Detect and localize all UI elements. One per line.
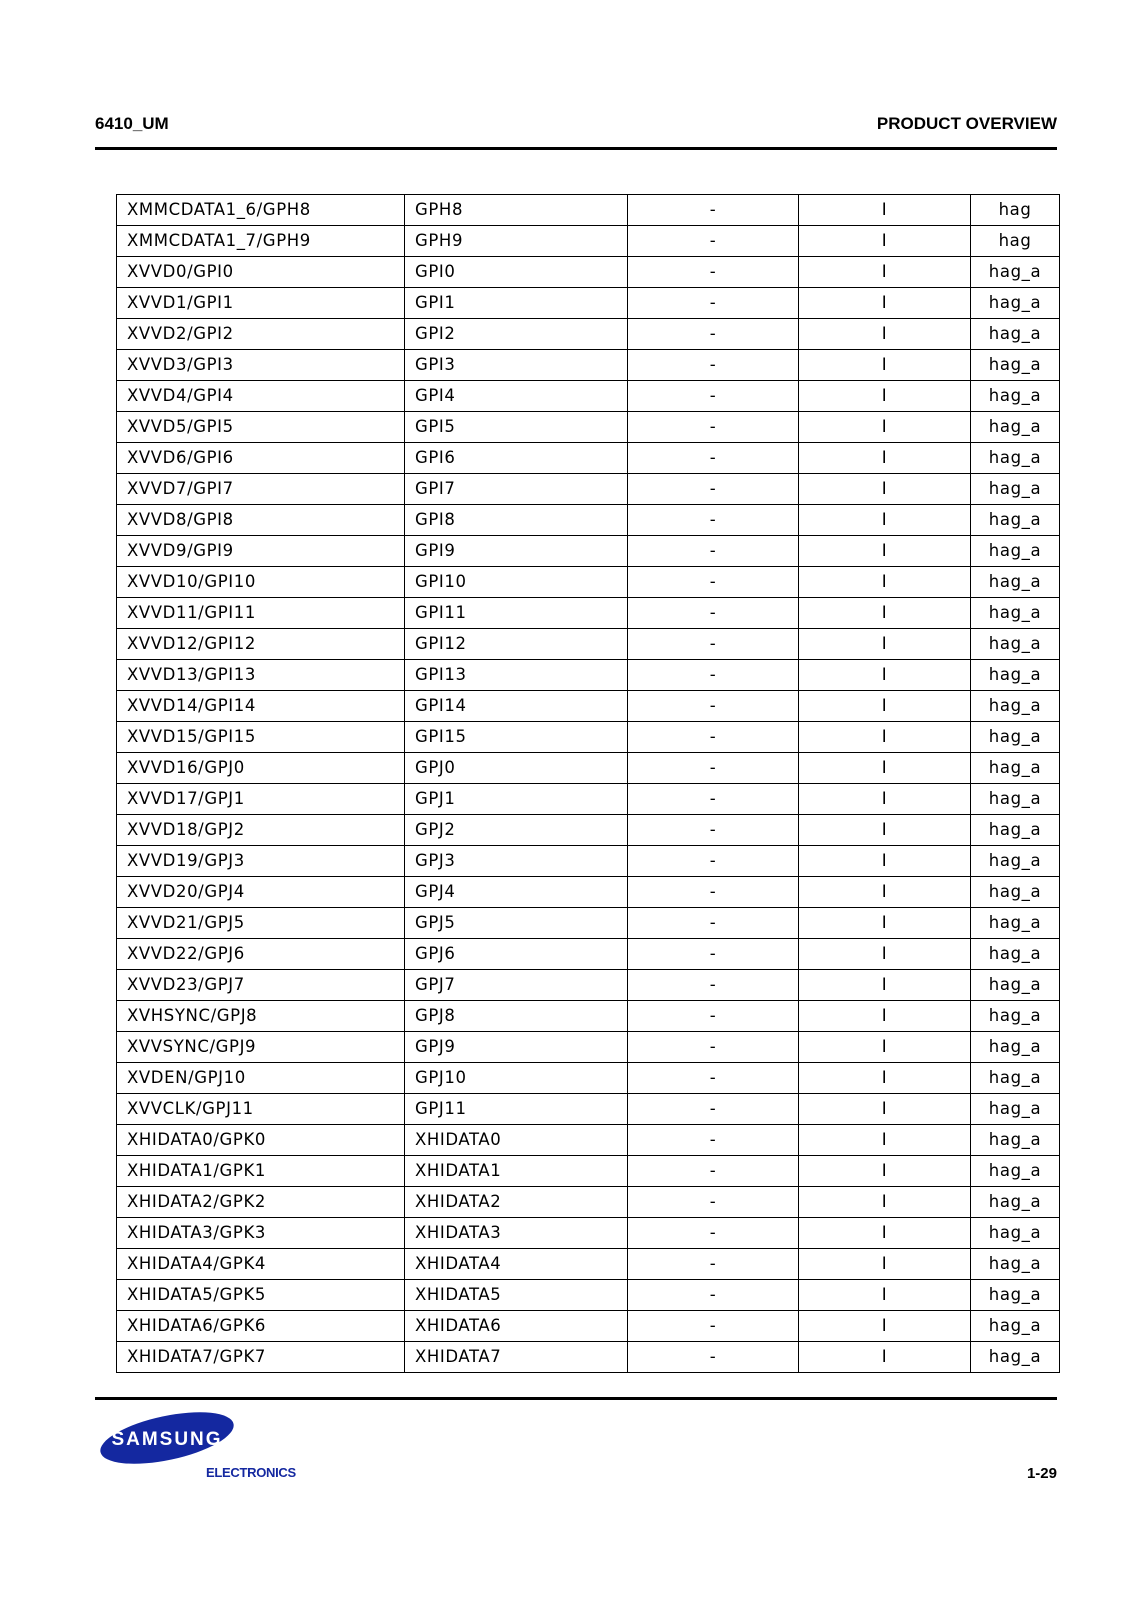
table-row — [117, 660, 1060, 691]
table-row — [117, 691, 1060, 722]
default-function-cell: GPI14 — [405, 691, 628, 722]
section-title: PRODUCT OVERVIEW — [876, 114, 1057, 133]
pad-type-cell: hag_a — [971, 1001, 1060, 1032]
table-row — [117, 1125, 1060, 1156]
io-type-cell: - — [628, 939, 799, 970]
pin-name-cell: XHIDATA2/GPK2 — [117, 1187, 405, 1218]
pad-type-cell: hag_a — [971, 939, 1060, 970]
io-type-cell: - — [628, 877, 799, 908]
reset-state-cell: I — [799, 1218, 971, 1249]
io-type-cell: - — [628, 1311, 799, 1342]
table-row — [117, 1311, 1060, 1342]
reset-state-cell: I — [799, 381, 971, 412]
reset-state-cell: I — [799, 660, 971, 691]
default-function-cell: GPJ9 — [405, 1032, 628, 1063]
default-function-cell: XHIDATA7 — [405, 1342, 628, 1373]
table-row — [117, 629, 1060, 660]
io-type-cell: - — [628, 691, 799, 722]
pin-name-cell: XVVD3/GPI3 — [117, 350, 405, 381]
table-row — [117, 784, 1060, 815]
default-function-cell: GPI6 — [405, 443, 628, 474]
table-row — [117, 1032, 1060, 1063]
reset-state-cell: I — [799, 1280, 971, 1311]
table-row — [117, 1063, 1060, 1094]
table-row — [117, 722, 1060, 753]
pad-type-cell: hag_a — [971, 1249, 1060, 1280]
default-function-cell: GPI13 — [405, 660, 628, 691]
reset-state-cell: I — [799, 722, 971, 753]
default-function-cell: XHIDATA4 — [405, 1249, 628, 1280]
default-function-cell: GPI3 — [405, 350, 628, 381]
pad-type-cell: hag_a — [971, 257, 1060, 288]
pin-name-cell: XVVD7/GPI7 — [117, 474, 405, 505]
pad-type-cell: hag_a — [971, 319, 1060, 350]
io-type-cell: - — [628, 505, 799, 536]
io-type-cell: - — [628, 536, 799, 567]
default-function-cell: GPI5 — [405, 412, 628, 443]
table-row — [117, 1342, 1060, 1373]
pin-name-cell: XVVD12/GPI12 — [117, 629, 405, 660]
pin-name-cell: XMMCDATA1_6/GPH8 — [117, 195, 405, 226]
table-row — [117, 1156, 1060, 1187]
default-function-cell: GPI12 — [405, 629, 628, 660]
default-function-cell: GPJ2 — [405, 815, 628, 846]
default-function-cell: GPJ5 — [405, 908, 628, 939]
io-type-cell: - — [628, 474, 799, 505]
pad-type-cell: hag_a — [971, 970, 1060, 1001]
table-row — [117, 1187, 1060, 1218]
table-row — [117, 1249, 1060, 1280]
pad-type-cell: hag_a — [971, 722, 1060, 753]
pad-type-cell: hag_a — [971, 691, 1060, 722]
header-divider — [95, 147, 1057, 150]
pad-type-cell: hag_a — [971, 1094, 1060, 1125]
pin-name-cell: XVVD1/GPI1 — [117, 288, 405, 319]
default-function-cell: GPJ4 — [405, 877, 628, 908]
table-row — [117, 505, 1060, 536]
io-type-cell: - — [628, 1280, 799, 1311]
default-function-cell: GPJ8 — [405, 1001, 628, 1032]
io-type-cell: - — [628, 1125, 799, 1156]
io-type-cell: - — [628, 1187, 799, 1218]
table-row — [117, 877, 1060, 908]
pin-name-cell: XVVD14/GPI14 — [117, 691, 405, 722]
pin-name-cell: XVVD17/GPJ1 — [117, 784, 405, 815]
reset-state-cell: I — [799, 195, 971, 226]
io-type-cell: - — [628, 753, 799, 784]
pin-name-cell: XVVD8/GPI8 — [117, 505, 405, 536]
pad-type-cell: hag_a — [971, 815, 1060, 846]
reset-state-cell: I — [799, 1001, 971, 1032]
pad-type-cell: hag_a — [971, 1311, 1060, 1342]
pad-type-cell: hag_a — [971, 846, 1060, 877]
reset-state-cell: I — [799, 443, 971, 474]
samsung-logo-text: SAMSUNG — [111, 1429, 223, 1450]
pin-name-cell: XHIDATA4/GPK4 — [117, 1249, 405, 1280]
io-type-cell: - — [628, 1156, 799, 1187]
reset-state-cell: I — [799, 970, 971, 1001]
io-type-cell: - — [628, 815, 799, 846]
table-row — [117, 598, 1060, 629]
default-function-cell: GPI15 — [405, 722, 628, 753]
pin-name-cell: XVVD21/GPJ5 — [117, 908, 405, 939]
pin-name-cell: XVVD22/GPJ6 — [117, 939, 405, 970]
reset-state-cell: I — [799, 691, 971, 722]
pin-name-cell: XVVD0/GPI0 — [117, 257, 405, 288]
reset-state-cell: I — [799, 536, 971, 567]
table-row — [117, 1001, 1060, 1032]
table-row — [117, 939, 1060, 970]
default-function-cell: GPI1 — [405, 288, 628, 319]
pad-type-cell: hag_a — [971, 1032, 1060, 1063]
pin-name-cell: XVVD20/GPJ4 — [117, 877, 405, 908]
table-row — [117, 195, 1060, 226]
io-type-cell: - — [628, 784, 799, 815]
table-row — [117, 288, 1060, 319]
reset-state-cell: I — [799, 1032, 971, 1063]
pin-name-cell: XVVCLK/GPJ11 — [117, 1094, 405, 1125]
default-function-cell: XHIDATA1 — [405, 1156, 628, 1187]
document-id: 6410_UM — [95, 114, 169, 133]
pin-name-cell: XVVD16/GPJ0 — [117, 753, 405, 784]
io-type-cell: - — [628, 226, 799, 257]
io-type-cell: - — [628, 1001, 799, 1032]
pad-type-cell: hag_a — [971, 660, 1060, 691]
io-type-cell: - — [628, 319, 799, 350]
table-row — [117, 567, 1060, 598]
pin-name-cell: XHIDATA1/GPK1 — [117, 1156, 405, 1187]
pin-name-cell: XHIDATA3/GPK3 — [117, 1218, 405, 1249]
pin-name-cell: XVHSYNC/GPJ8 — [117, 1001, 405, 1032]
default-function-cell: XHIDATA5 — [405, 1280, 628, 1311]
reset-state-cell: I — [799, 908, 971, 939]
pin-name-cell: XHIDATA7/GPK7 — [117, 1342, 405, 1373]
reset-state-cell: I — [799, 629, 971, 660]
page-number: 1-29 — [1026, 1465, 1057, 1482]
footer-divider — [95, 1397, 1057, 1400]
io-type-cell: - — [628, 412, 799, 443]
reset-state-cell: I — [799, 1311, 971, 1342]
pin-name-cell: XHIDATA5/GPK5 — [117, 1280, 405, 1311]
pin-name-cell: XVVSYNC/GPJ9 — [117, 1032, 405, 1063]
samsung-logo — [97, 1410, 237, 1466]
reset-state-cell: I — [799, 877, 971, 908]
io-type-cell: - — [628, 288, 799, 319]
pad-type-cell: hag_a — [971, 1125, 1060, 1156]
pin-name-cell: XVDEN/GPJ10 — [117, 1063, 405, 1094]
pin-name-cell: XHIDATA6/GPK6 — [117, 1311, 405, 1342]
table-row — [117, 474, 1060, 505]
pad-type-cell: hag_a — [971, 1218, 1060, 1249]
pad-type-cell: hag_a — [971, 877, 1060, 908]
pad-type-cell: hag_a — [971, 1342, 1060, 1373]
reset-state-cell: I — [799, 412, 971, 443]
pad-type-cell: hag_a — [971, 908, 1060, 939]
table-row — [117, 970, 1060, 1001]
default-function-cell: XHIDATA3 — [405, 1218, 628, 1249]
io-type-cell: - — [628, 1218, 799, 1249]
default-function-cell: GPI0 — [405, 257, 628, 288]
pad-type-cell: hag_a — [971, 474, 1060, 505]
io-type-cell: - — [628, 660, 799, 691]
reset-state-cell: I — [799, 846, 971, 877]
pad-type-cell: hag — [971, 226, 1060, 257]
pad-type-cell: hag_a — [971, 1063, 1060, 1094]
io-type-cell: - — [628, 970, 799, 1001]
table-row — [117, 536, 1060, 567]
io-type-cell: - — [628, 257, 799, 288]
reset-state-cell: I — [799, 753, 971, 784]
reset-state-cell: I — [799, 505, 971, 536]
pin-table — [116, 194, 1060, 1373]
pad-type-cell: hag_a — [971, 505, 1060, 536]
reset-state-cell: I — [799, 1094, 971, 1125]
reset-state-cell: I — [799, 1342, 971, 1373]
pin-name-cell: XVVD13/GPI13 — [117, 660, 405, 691]
pin-name-cell: XVVD23/GPJ7 — [117, 970, 405, 1001]
pad-type-cell: hag_a — [971, 350, 1060, 381]
pad-type-cell: hag_a — [971, 443, 1060, 474]
table-row — [117, 908, 1060, 939]
reset-state-cell: I — [799, 350, 971, 381]
default-function-cell: GPJ11 — [405, 1094, 628, 1125]
table-row — [117, 319, 1060, 350]
reset-state-cell: I — [799, 1063, 971, 1094]
io-type-cell: - — [628, 1094, 799, 1125]
pad-type-cell: hag_a — [971, 784, 1060, 815]
reset-state-cell: I — [799, 474, 971, 505]
pin-name-cell: XHIDATA0/GPK0 — [117, 1125, 405, 1156]
pad-type-cell: hag_a — [971, 753, 1060, 784]
pad-type-cell: hag — [971, 195, 1060, 226]
default-function-cell: GPI9 — [405, 536, 628, 567]
io-type-cell: - — [628, 629, 799, 660]
io-type-cell: - — [628, 846, 799, 877]
table-row — [117, 257, 1060, 288]
pad-type-cell: hag_a — [971, 598, 1060, 629]
pin-name-cell: XVVD2/GPI2 — [117, 319, 405, 350]
table-row — [117, 1218, 1060, 1249]
table-row — [117, 226, 1060, 257]
table-row — [117, 350, 1060, 381]
io-type-cell: - — [628, 1063, 799, 1094]
default-function-cell: GPI4 — [405, 381, 628, 412]
reset-state-cell: I — [799, 1125, 971, 1156]
pad-type-cell: hag_a — [971, 629, 1060, 660]
io-type-cell: - — [628, 722, 799, 753]
default-function-cell: GPJ10 — [405, 1063, 628, 1094]
table-row — [117, 381, 1060, 412]
pin-table-body — [117, 195, 1060, 1373]
io-type-cell: - — [628, 598, 799, 629]
io-type-cell: - — [628, 567, 799, 598]
reset-state-cell: I — [799, 939, 971, 970]
pad-type-cell: hag_a — [971, 412, 1060, 443]
default-function-cell: GPJ6 — [405, 939, 628, 970]
pin-name-cell: XVVD6/GPI6 — [117, 443, 405, 474]
table-row — [117, 1280, 1060, 1311]
default-function-cell: XHIDATA0 — [405, 1125, 628, 1156]
io-type-cell: - — [628, 1032, 799, 1063]
io-type-cell: - — [628, 381, 799, 412]
pad-type-cell: hag_a — [971, 536, 1060, 567]
reset-state-cell: I — [799, 1249, 971, 1280]
reset-state-cell: I — [799, 319, 971, 350]
io-type-cell: - — [628, 350, 799, 381]
default-function-cell: GPJ1 — [405, 784, 628, 815]
default-function-cell: GPI2 — [405, 319, 628, 350]
pin-name-cell: XVVD5/GPI5 — [117, 412, 405, 443]
default-function-cell: GPJ3 — [405, 846, 628, 877]
electronics-label: ELECTRONICS — [206, 1465, 296, 1480]
page-header — [95, 114, 1057, 144]
default-function-cell: GPI10 — [405, 567, 628, 598]
reset-state-cell: I — [799, 1187, 971, 1218]
pin-name-cell: XVVD9/GPI9 — [117, 536, 405, 567]
pin-name-cell: XMMCDATA1_7/GPH9 — [117, 226, 405, 257]
io-type-cell: - — [628, 443, 799, 474]
default-function-cell: GPJ0 — [405, 753, 628, 784]
default-function-cell: XHIDATA6 — [405, 1311, 628, 1342]
table-row — [117, 753, 1060, 784]
pad-type-cell: hag_a — [971, 381, 1060, 412]
io-type-cell: - — [628, 908, 799, 939]
default-function-cell: GPI11 — [405, 598, 628, 629]
reset-state-cell: I — [799, 598, 971, 629]
reset-state-cell: I — [799, 815, 971, 846]
pad-type-cell: hag_a — [971, 1187, 1060, 1218]
table-row — [117, 1094, 1060, 1125]
reset-state-cell: I — [799, 567, 971, 598]
reset-state-cell: I — [799, 288, 971, 319]
io-type-cell: - — [628, 1249, 799, 1280]
pin-name-cell: XVVD11/GPI11 — [117, 598, 405, 629]
pad-type-cell: hag_a — [971, 1280, 1060, 1311]
pad-type-cell: hag_a — [971, 288, 1060, 319]
pin-name-cell: XVVD4/GPI4 — [117, 381, 405, 412]
io-type-cell: - — [628, 195, 799, 226]
reset-state-cell: I — [799, 226, 971, 257]
table-row — [117, 815, 1060, 846]
default-function-cell: GPH8 — [405, 195, 628, 226]
pad-type-cell: hag_a — [971, 567, 1060, 598]
table-row — [117, 443, 1060, 474]
pin-name-cell: XVVD10/GPI10 — [117, 567, 405, 598]
reset-state-cell: I — [799, 784, 971, 815]
default-function-cell: GPI8 — [405, 505, 628, 536]
pad-type-cell: hag_a — [971, 1156, 1060, 1187]
default-function-cell: XHIDATA2 — [405, 1187, 628, 1218]
table-row — [117, 846, 1060, 877]
default-function-cell: GPJ7 — [405, 970, 628, 1001]
pin-name-cell: XVVD19/GPJ3 — [117, 846, 405, 877]
reset-state-cell: I — [799, 1156, 971, 1187]
default-function-cell: GPH9 — [405, 226, 628, 257]
default-function-cell: GPI7 — [405, 474, 628, 505]
pin-name-cell: XVVD18/GPJ2 — [117, 815, 405, 846]
io-type-cell: - — [628, 1342, 799, 1373]
pin-name-cell: XVVD15/GPI15 — [117, 722, 405, 753]
reset-state-cell: I — [799, 257, 971, 288]
table-row — [117, 412, 1060, 443]
